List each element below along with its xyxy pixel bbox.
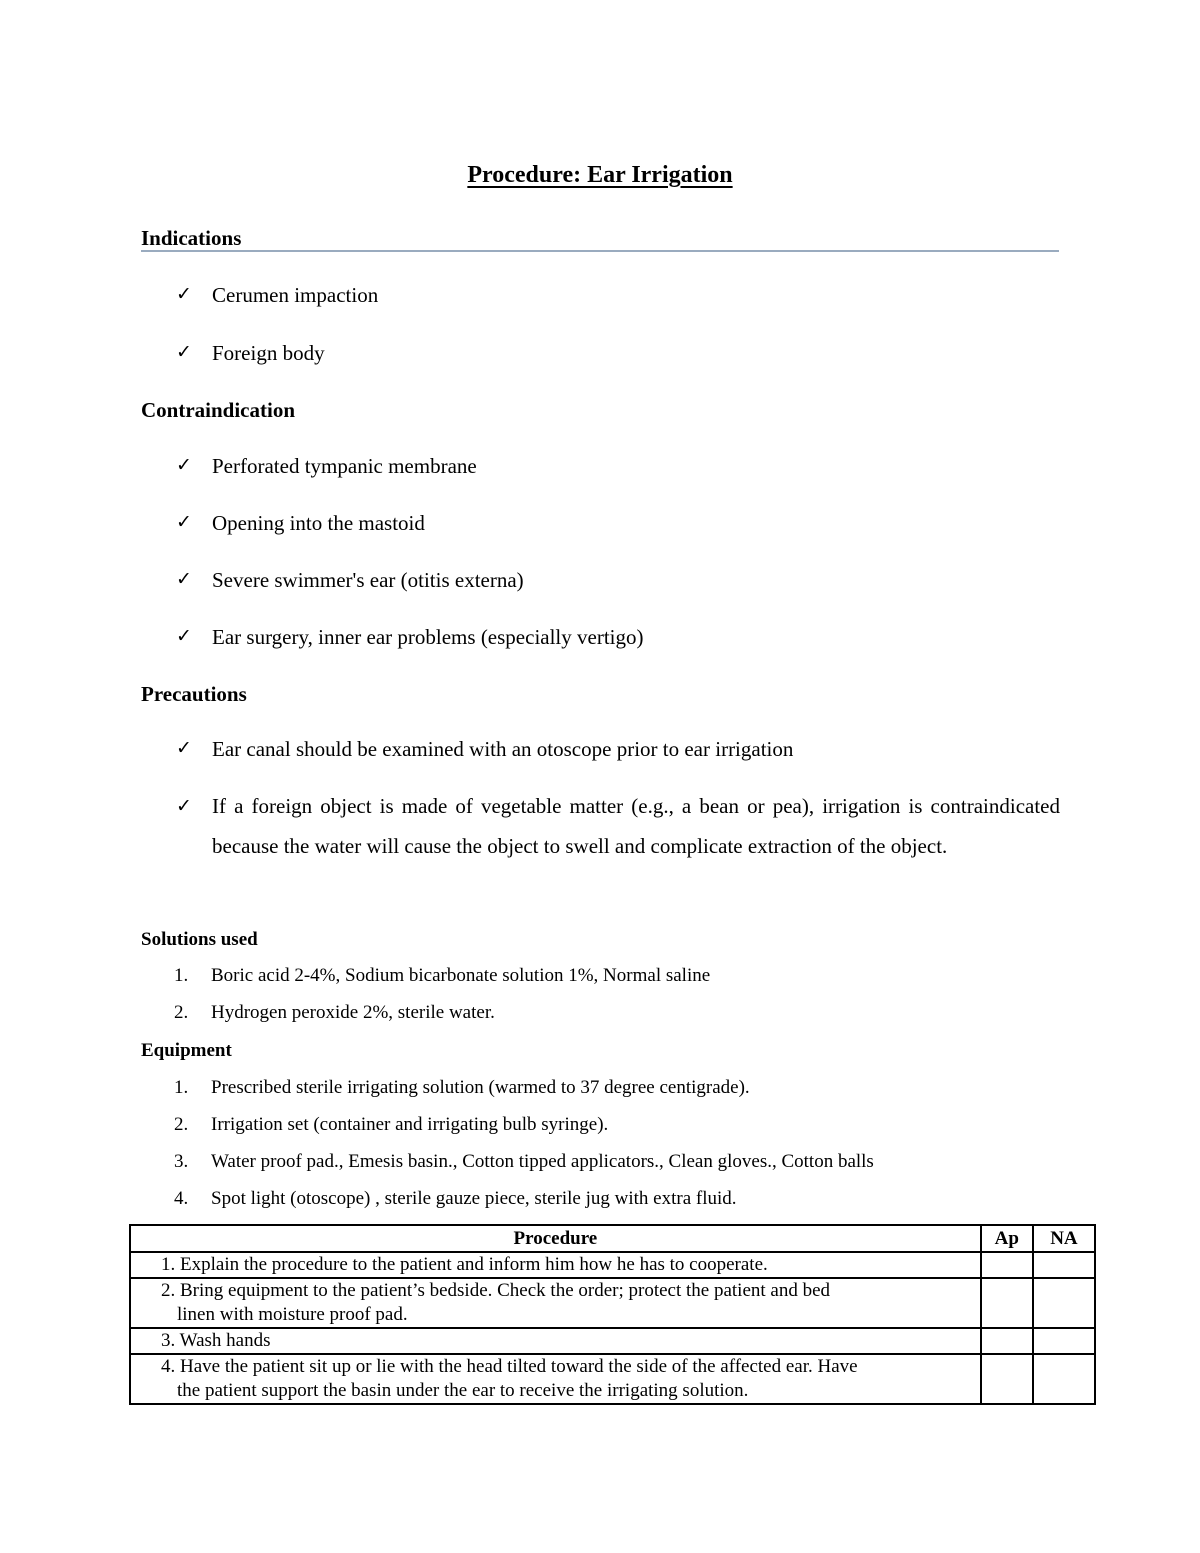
equipment-item: 2. Irrigation set (container and irrigating bulb syringe). bbox=[174, 1114, 609, 1135]
equipment-item: 3. Water proof pad., Emesis basin., Cotton tipped applicators., Clean gloves., Cotton balls bbox=[174, 1151, 874, 1172]
procedure-step: 2. Bring equipment to the patient’s bedside. Check the order; protect the patient and bed linen with moisture proof pad. bbox=[130, 1278, 981, 1328]
procedure-step: 1. Explain the procedure to the patient and inform him how he has to cooperate. bbox=[130, 1252, 981, 1278]
solution-item: 2. Hydrogen peroxide 2%, sterile water. bbox=[174, 1002, 495, 1023]
ap-checkbox-cell[interactable] bbox=[981, 1278, 1033, 1328]
solutions-heading: Solutions used bbox=[141, 929, 258, 950]
page-title: Procedure: Ear Irrigation bbox=[467, 162, 733, 188]
procedure-step: 3. Wash hands bbox=[130, 1328, 981, 1354]
checkmark-icon: ✓ bbox=[176, 454, 192, 476]
contraindication-item: ✓ Severe swimmer's ear (otitis externa) bbox=[176, 568, 524, 592]
checkmark-icon: ✓ bbox=[176, 283, 192, 305]
contraindication-heading: Contraindication bbox=[141, 398, 296, 422]
checkmark-icon: ✓ bbox=[176, 341, 192, 363]
heading-divider bbox=[141, 250, 1059, 252]
na-checkbox-cell[interactable] bbox=[1033, 1354, 1095, 1404]
ap-checkbox-cell[interactable] bbox=[981, 1354, 1033, 1404]
indication-item: ✓ Foreign body bbox=[176, 341, 325, 365]
na-checkbox-cell[interactable] bbox=[1033, 1278, 1095, 1328]
checkmark-icon: ✓ bbox=[176, 737, 192, 759]
na-checkbox-cell[interactable] bbox=[1033, 1252, 1095, 1278]
precautions-heading: Precautions bbox=[141, 682, 247, 706]
equipment-item: 4. Spot light (otoscope) , sterile gauze piece, sterile jug with extra fluid. bbox=[174, 1188, 737, 1209]
equipment-item: 1. Prescribed sterile irrigating solution (warmed to 37 degree centigrade). bbox=[174, 1077, 750, 1098]
precaution-item: ✓ Ear canal should be examined with an otoscope prior to ear irrigation bbox=[176, 737, 794, 761]
table-row bbox=[130, 1278, 1095, 1328]
checkmark-icon: ✓ bbox=[176, 625, 192, 647]
checkmark-icon: ✓ bbox=[176, 795, 192, 817]
contraindication-item: ✓ Perforated tympanic membrane bbox=[176, 454, 477, 478]
ap-checkbox-cell[interactable] bbox=[981, 1252, 1033, 1278]
contraindication-item: ✓ Opening into the mastoid bbox=[176, 511, 425, 535]
na-checkbox-cell[interactable] bbox=[1033, 1328, 1095, 1354]
column-header-ap: Ap bbox=[981, 1225, 1033, 1252]
indications-heading: Indications bbox=[141, 226, 242, 250]
checkmark-icon: ✓ bbox=[176, 511, 192, 533]
ap-checkbox-cell[interactable] bbox=[981, 1328, 1033, 1354]
column-header-na: NA bbox=[1033, 1225, 1095, 1252]
column-header-procedure: Procedure bbox=[130, 1225, 981, 1252]
solution-item: 1. Boric acid 2-4%, Sodium bicarbonate solution 1%, Normal saline bbox=[174, 965, 711, 986]
procedure-step: 4. Have the patient sit up or lie with the head tilted toward the side of the affected ear. Have the patient support the basin under the ear to receive the irrigating solution. bbox=[130, 1354, 981, 1404]
precaution-item: ✓ If a foreign object is made of vegetable matter (e.g., a bean or pea), irrigation is contraindicated because the water will cause the object to swell and complicate extraction of the object. bbox=[176, 794, 1060, 858]
checkmark-icon: ✓ bbox=[176, 568, 192, 590]
table-row bbox=[130, 1354, 1095, 1404]
table-row bbox=[130, 1252, 1095, 1278]
table-row bbox=[130, 1328, 1095, 1354]
table-header-row bbox=[130, 1225, 1095, 1252]
procedure-checklist-table bbox=[129, 1224, 1096, 1405]
indication-item: ✓ Cerumen impaction bbox=[176, 283, 379, 307]
equipment-heading: Equipment bbox=[141, 1040, 232, 1061]
contraindication-item: ✓ Ear surgery, inner ear problems (especially vertigo) bbox=[176, 625, 644, 649]
